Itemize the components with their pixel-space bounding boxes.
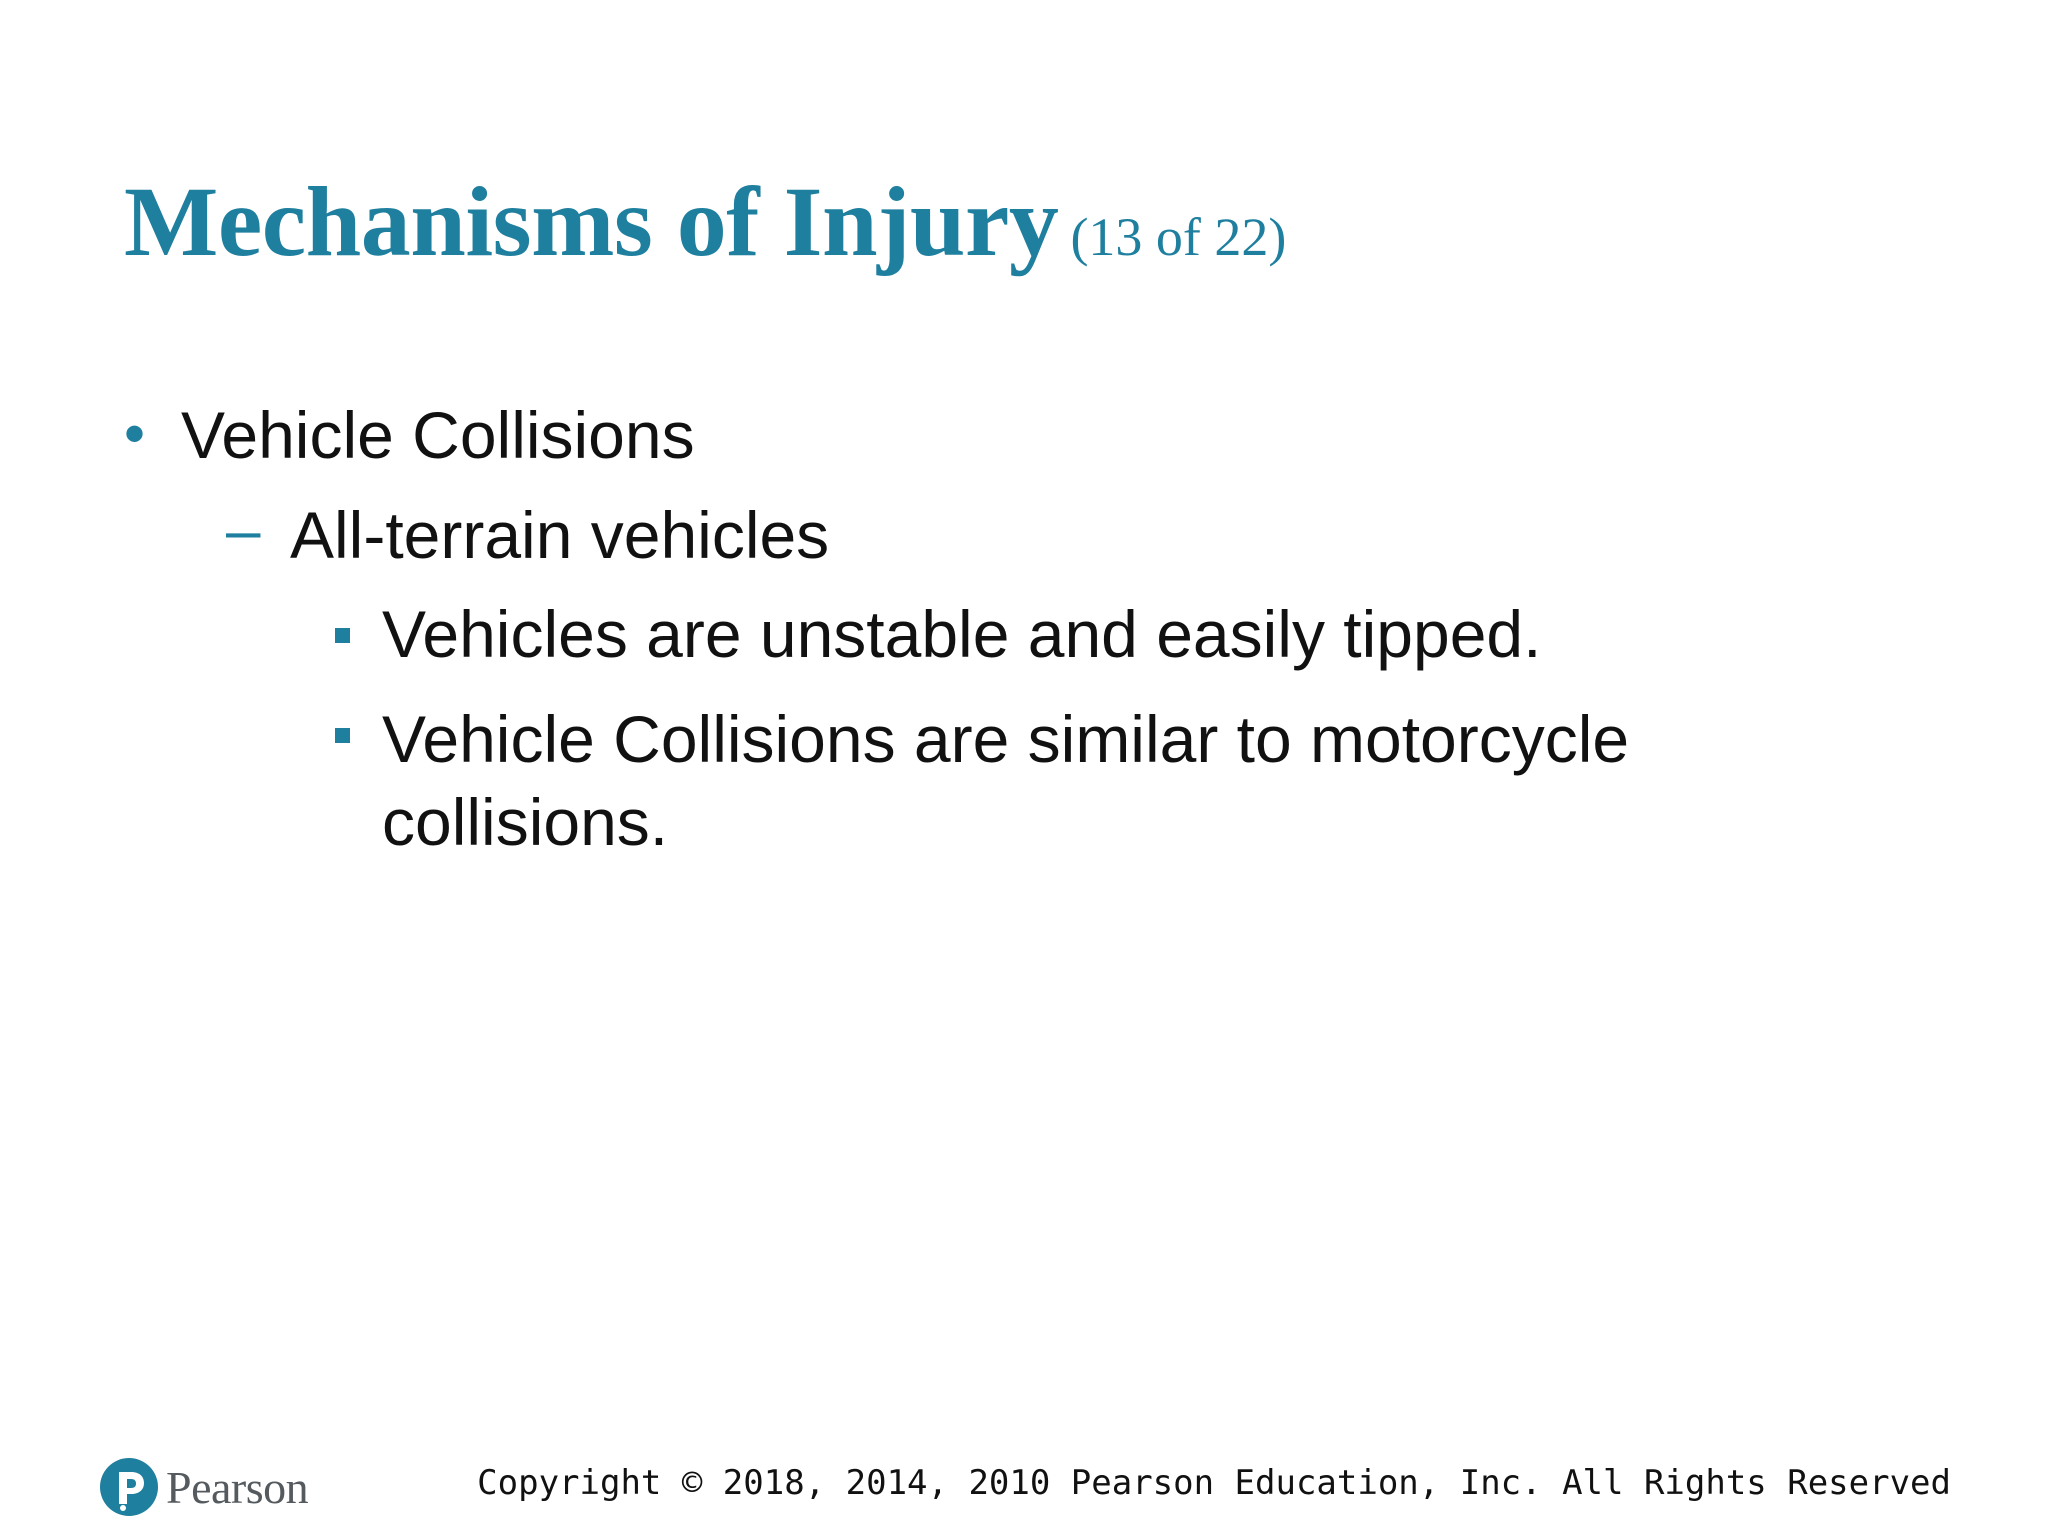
title-main: Mechanisms of Injury — [124, 166, 1059, 277]
copyright-notice: Copyright © 2018, 2014, 2010 Pearson Education, Inc. All Rights Reserved — [477, 1463, 1951, 1503]
pearson-logo-icon — [100, 1458, 158, 1516]
square-bullet-icon — [335, 628, 350, 643]
square-bullet-icon — [335, 728, 350, 743]
slide-title — [124, 166, 1287, 277]
title-count: (13 of 22) — [1070, 207, 1287, 267]
logo-text: Pearson — [166, 1461, 309, 1513]
bullet-level2-text: All-terrain vehicles — [290, 498, 830, 572]
bullet-level1-text: Vehicle Collisions — [181, 398, 695, 472]
pearson-logo — [100, 1452, 308, 1522]
bullet-level3-text-1: Vehicles are unstable and easily tipped. — [382, 597, 1542, 671]
bullet-marker-level2: – — [226, 496, 261, 565]
bullet-level3-text-2: Vehicle Collisions are similar to motorcycle collisions. — [382, 702, 1630, 859]
bullet-marker-level1: • — [124, 400, 146, 467]
